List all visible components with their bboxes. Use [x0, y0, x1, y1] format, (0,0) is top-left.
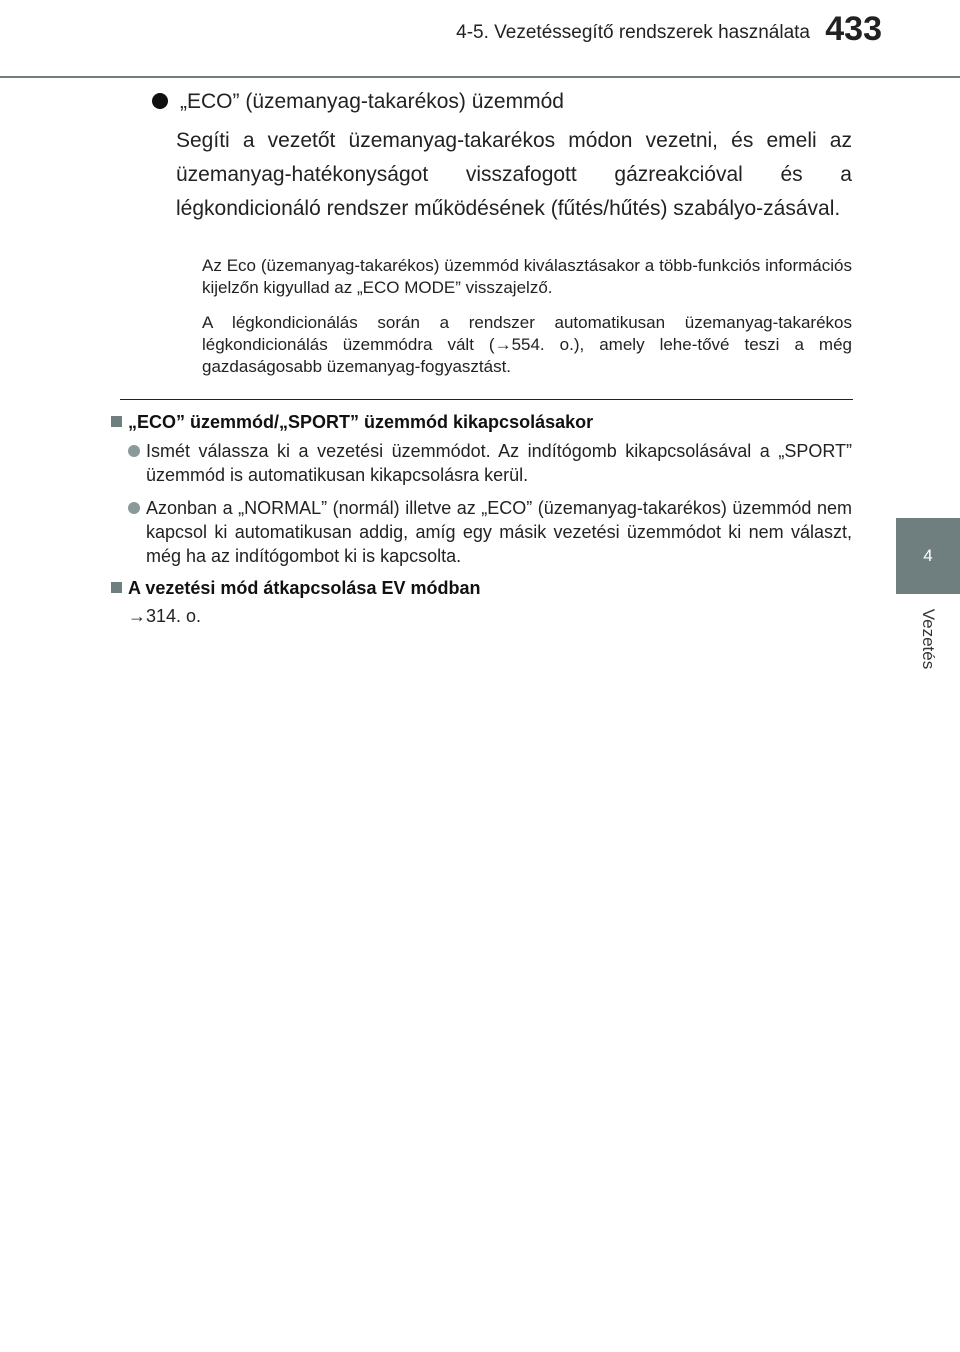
bullet-dot-icon	[128, 502, 140, 514]
chapter-label: Vezetés	[919, 608, 938, 670]
bullet-dot-icon	[128, 445, 140, 457]
chapter-number: 4	[923, 546, 933, 565]
eco-mode-note-1: Az Eco (üzemanyag-takarékos) üzemmód kiválasztásakor a több-funkciós információs kijelzőn kigyullad az „ECO MODE” visszajelző.	[202, 256, 852, 297]
chapter-tab[interactable]	[896, 518, 960, 594]
bullet-text: Ismét válassza ki a vezetési üzemmódot. Az indítógomb kikapcsolásával a „SPORT” üzemmód is automatikusan kikapcsolásra kerül.	[146, 441, 852, 485]
bullet-dot-icon	[152, 93, 168, 109]
section-1-heading	[111, 412, 593, 433]
bullet-text: Azonban a „NORMAL” (normál) illetve az „ECO” (üzemanyag-takarékos) üzemmód nem kapcsol ki automatikusan addig, amíg egy másik vezetési üzemmódot ki nem választ, még ha az indítógombot ki is kapcsolta.	[146, 498, 852, 566]
square-bullet-icon	[111, 582, 122, 593]
section-1-bullet-1	[146, 439, 852, 487]
section-title: 4-5. Vezetéssegítő rendszerek használata	[456, 22, 810, 43]
eco-mode-heading-text: „ECO” (üzemanyag-takarékos) üzemmód	[180, 90, 564, 113]
page-reference-link[interactable]: →314. o.	[128, 606, 202, 626]
section-1-heading-text: „ECO” üzemmód/„SPORT” üzemmód kikapcsolásakor	[128, 412, 594, 432]
section-1-bullet-2	[146, 496, 852, 568]
eco-mode-heading	[152, 90, 564, 114]
section-divider	[120, 399, 853, 400]
eco-mode-note-2: A légkondicionálás során a rendszer automatikusan üzemanyag-takarékos légkondicionálás üzemmódra vált (→554. o.), amely lehe-tővé teszi a még gazdaságosabb üzemanyag-fogyasztást.	[202, 313, 852, 376]
page-number: 433	[825, 10, 882, 48]
square-bullet-icon	[111, 416, 122, 427]
chapter-label-box	[896, 594, 960, 684]
section-2-heading-text: A vezetési mód átkapcsolása EV módban	[128, 578, 481, 598]
eco-mode-body: Segíti a vezetőt üzemanyag-takarékos módon vezetni, és emeli az üzemanyag-hatékonyságot visszafogott gázreakcióval és a légkondicionáló rendszer működésének (fűtés/hűtés) szabályo-zásával.	[176, 129, 852, 220]
page-header	[0, 0, 960, 78]
header-rule	[0, 76, 960, 78]
section-2-heading	[111, 578, 480, 599]
